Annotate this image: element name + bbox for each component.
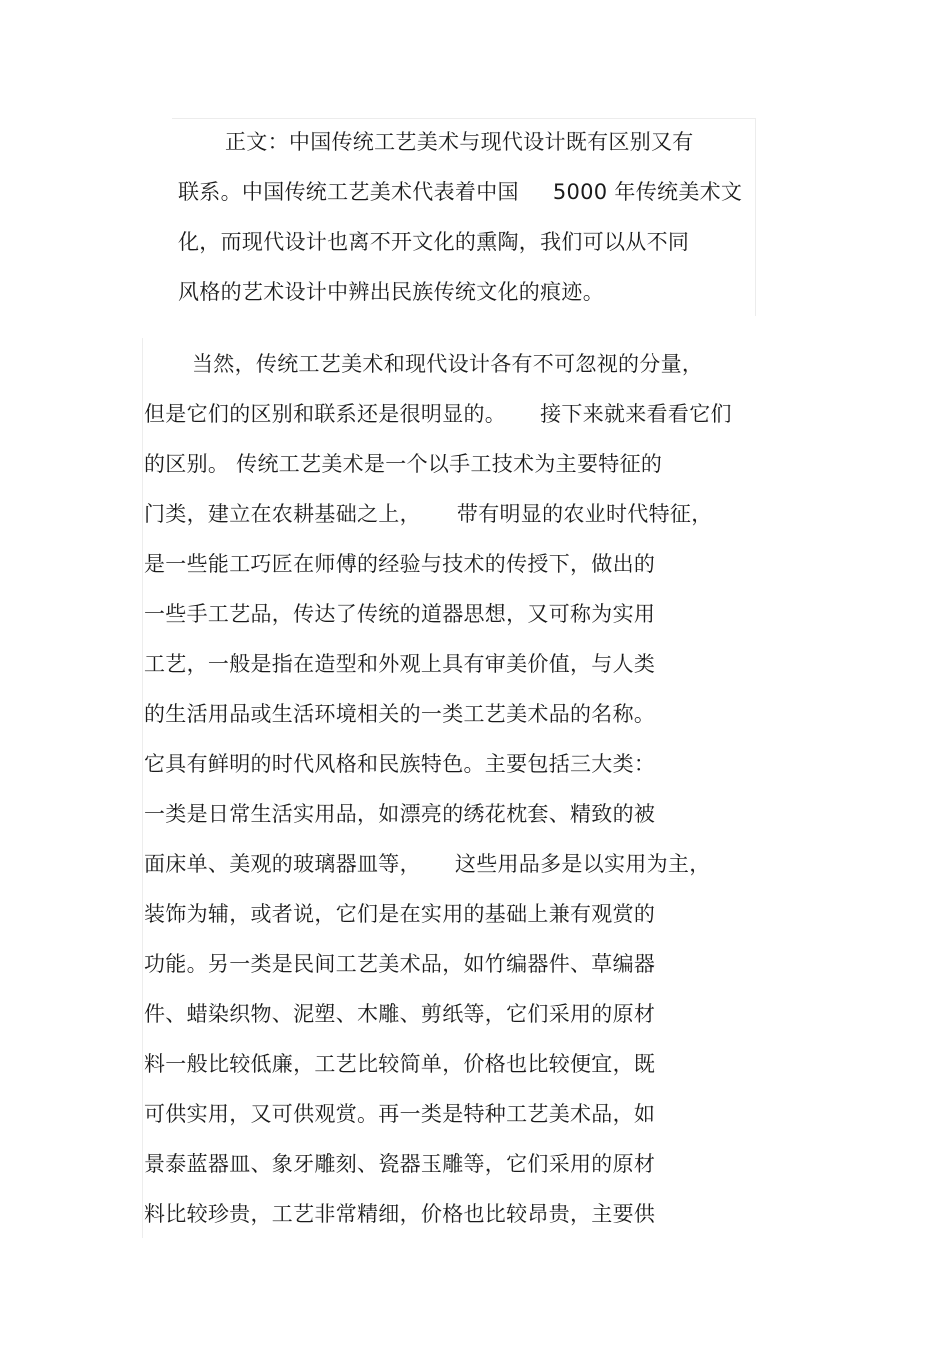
body-line-1: 当然，传统工艺美术和现代设计各有不可忽视的分量， [192,352,704,376]
body-line-18: 料比较珍贵，工艺非常精细，价格也比较昂贵，主要供 [144,1202,656,1226]
body-line-7: 工艺，一般是指在造型和外观上具有审美价值，与人类 [144,652,656,676]
body-line-6: 一些手工艺品，传达了传统的道器思想，又可称为实用 [144,602,656,626]
body-line-2-part-b: 接下来就来看看它们 [540,402,732,426]
intro-line-2-part-a: 联系。中国传统工艺美术代表着中国 [178,180,519,204]
intro-line-1: 正文：中国传统工艺美术与现代设计既有区别又有 [225,130,694,154]
body-line-2 [144,400,732,428]
body-line-13: 功能。另一类是民间工艺美术品，如竹编器件、草编器 [144,952,656,976]
body-line-14: 件、蜡染织物、泥塑、木雕、剪纸等，它们采用的原材 [144,1002,656,1026]
body-line-5: 是一些能工巧匠在师傅的经验与技术的传授下，做出的 [144,552,656,576]
intro-line-4: 风格的艺术设计中辨出民族传统文化的痕迹。 [178,280,604,304]
body-line-3: 的区别。 传统工艺美术是一个以手工技术为主要特征的 [144,452,663,476]
body-line-4-part-b: 带有明显的农业时代特征， [456,502,713,526]
body-line-11-part-b: 这些用品多是以实用为主， [454,852,711,876]
body-line-17: 景泰蓝器皿、象牙雕刻、瓷器玉雕等，它们采用的原材 [144,1152,656,1176]
body-line-4-part-a: 门类，建立在农耕基础之上， [144,502,421,526]
body-line-15: 料一般比较低廉，工艺比较简单，价格也比较便宜，既 [144,1052,656,1076]
body-line-9: 它具有鲜明的时代风格和民族特色。主要包括三大类： [144,752,656,776]
intro-line-2-part-b: 5000 年传统美术文 [552,180,743,204]
body-line-2-part-a: 但是它们的区别和联系还是很明显的。 [144,402,507,426]
body-line-4 [144,500,713,528]
body-line-11 [144,850,711,878]
body-line-16: 可供实用，又可供观赏。再一类是特种工艺美术品，如 [144,1102,656,1126]
body-line-8: 的生活用品或生活环境相关的一类工艺美术品的名称。 [144,702,656,726]
body-line-10: 一类是日常生活实用品，如漂亮的绣花枕套、精致的被 [144,802,656,826]
intro-line-2 [178,178,742,206]
intro-line-3: 化，而现代设计也离不开文化的熏陶，我们可以从不同 [178,230,690,254]
body-line-12: 装饰为辅，或者说，它们是在实用的基础上兼有观赏的 [144,902,656,926]
body-line-11-part-a: 面床单、美观的玻璃器皿等， [144,852,421,876]
